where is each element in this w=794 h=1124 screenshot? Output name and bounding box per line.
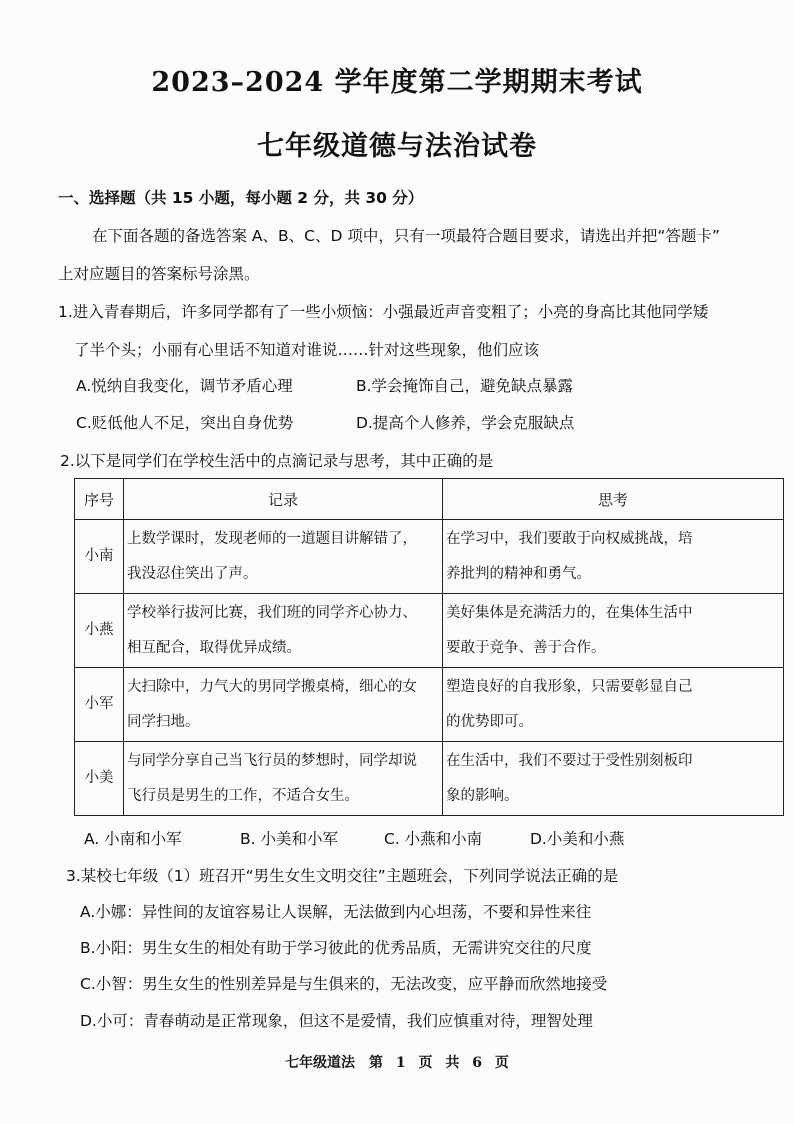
table-header-row: [75, 479, 784, 520]
thought-line: 的优势即可。: [446, 713, 533, 730]
q1-stem-line-2: 了半个头；小丽有心里话不知道对谁说……针对这些现象，他们应该: [74, 341, 540, 359]
row-thought: [443, 520, 784, 594]
q2-stem: 2.以下是同学们在学校生活中的点滴记录与思考，其中正确的是: [60, 452, 494, 470]
thought-line: 塑造良好的自我形象，只需要彰显自己: [446, 678, 693, 695]
record-line: 飞行员是男生的工作，不适合女生。: [127, 787, 359, 804]
record-line: 我没忍住笑出了声。: [127, 565, 258, 582]
row-name: 小军: [75, 668, 124, 742]
q1-option-d: D.提高个人修养，学会克服缺点: [356, 414, 575, 432]
exam-subtitle: 七年级道德与法治试卷: [257, 131, 537, 162]
table-row: [75, 520, 784, 594]
thought-line: 美好集体是充满活力的，在集体生活中: [446, 604, 693, 621]
row-record: [124, 520, 443, 594]
q3-option-b: B.小阳：男生女生的相处有助于学习彼此的优秀品质，无需讲究交往的尺度: [80, 939, 592, 957]
row-record: [124, 594, 443, 668]
q3-option-d: D.小可：青春萌动是正常现象，但这不是爱情，我们应慎重对待，理智处理: [80, 1012, 593, 1030]
thought-line: 在学习中，我们要敢于向权威挑战，培: [446, 530, 693, 547]
page-footer: 七年级道法 第 1 页 共 6 页: [285, 1055, 509, 1071]
record-line: 同学扫地。: [127, 713, 200, 730]
q1-option-b: B.学会掩饰自己，避免缺点暴露: [356, 377, 574, 395]
row-thought: [443, 742, 784, 816]
q1-option-c: C.贬低他人不足，突出自身优势: [76, 414, 294, 432]
record-line: 与同学分享自己当飞行员的梦想时，同学却说: [127, 752, 417, 769]
header-number: 序号: [75, 479, 124, 520]
record-line: 大扫除中，力气大的男同学搬桌椅，细心的女: [127, 678, 417, 695]
header-thought: 思考: [443, 479, 784, 520]
record-line: 学校举行拔河比赛，我们班的同学齐心协力、: [127, 604, 417, 621]
q1-stem-line-1: 1.进入青春期后，许多同学都有了一些小烦恼：小强最近声音变粗了；小亮的身高比其他同学矮: [58, 303, 709, 321]
instructions-line-2: 上对应题目的答案标号涂黑。: [58, 265, 260, 283]
instructions-line-1: 在下面各题的备选答案 A、B、C、D 项中，只有一项最符合题目要求，请选出并把“答题卡”: [92, 227, 720, 245]
header-record: 记录: [124, 479, 443, 520]
row-thought: [443, 594, 784, 668]
row-name: 小燕: [75, 594, 124, 668]
row-name: 小南: [75, 520, 124, 594]
section-heading: 一、选择题（共 15 小题，每小题 2 分，共 30 分）: [58, 189, 424, 207]
q1-option-a: A.悦纳自我变化，调节矛盾心理: [76, 377, 293, 395]
table-row: [75, 742, 784, 816]
thought-line: 象的影响。: [446, 787, 519, 804]
record-line: 相互配合，取得优异成绩。: [127, 639, 301, 656]
thought-line: 要敢于竞争、善于合作。: [446, 639, 606, 656]
row-record: [124, 742, 443, 816]
table-row: [75, 594, 784, 668]
q3-option-c: C.小智：男生女生的性别差异是与生俱来的，无法改变，应平静而欣然地接受: [80, 975, 608, 993]
records-table: [74, 478, 784, 816]
row-name: 小美: [75, 742, 124, 816]
thought-line: 在生活中，我们不要过于受性别刻板印: [446, 752, 693, 769]
table-row: [75, 668, 784, 742]
q2-option-a: A. 小南和小军: [84, 830, 182, 848]
row-thought: [443, 668, 784, 742]
q2-option-c: C. 小燕和小南: [384, 830, 483, 848]
row-record: [124, 668, 443, 742]
exam-title: 2023–2024 学年度第二学期期末考试: [151, 67, 643, 98]
q3-option-a: A.小娜：异性间的友谊容易让人误解，无法做到内心坦荡，不要和异性来往: [80, 903, 592, 921]
q2-option-d: D.小美和小燕: [530, 830, 625, 848]
q2-option-b: B. 小美和小军: [240, 830, 338, 848]
thought-line: 养批判的精神和勇气。: [446, 565, 591, 582]
q3-stem: 3.某校七年级（1）班召开“男生女生文明交往”主题班会，下列同学说法正确的是: [66, 867, 619, 885]
record-line: 上数学课时，发现老师的一道题目讲解错了，: [127, 530, 417, 547]
